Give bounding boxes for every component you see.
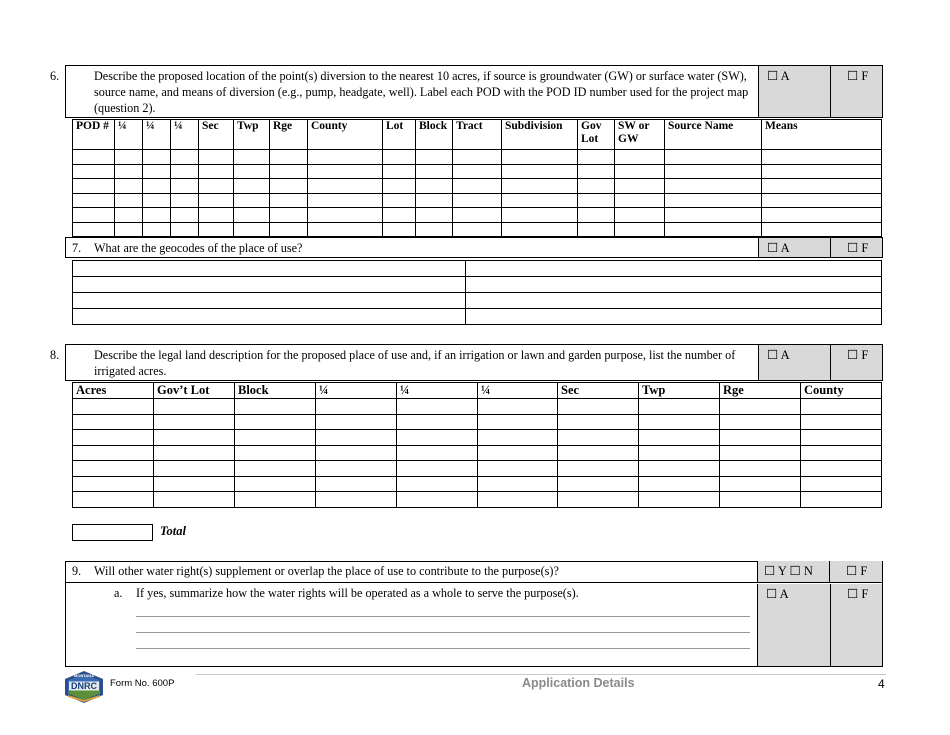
q6-cell[interactable] [270,164,308,179]
q6-cell[interactable] [416,222,453,237]
geocode-cell[interactable] [73,309,466,325]
q6-cell[interactable] [73,179,115,194]
q6-cell[interactable] [453,164,502,179]
q6-cell[interactable] [665,150,762,165]
q8-cell[interactable] [73,476,154,492]
acres-total-cell[interactable] [72,524,153,541]
q6-cell[interactable] [383,222,416,237]
q8-cell[interactable] [235,461,316,477]
q6-cell[interactable] [115,164,143,179]
q6-cell[interactable] [453,222,502,237]
q6-cell[interactable] [383,150,416,165]
q8-cell[interactable] [235,476,316,492]
q6-cell[interactable] [73,222,115,237]
q8-cell[interactable] [639,492,720,508]
q6-cell[interactable] [578,164,615,179]
q8-cell[interactable] [73,461,154,477]
q6-col-header: ¼ [115,120,143,150]
q6-cell[interactable] [416,179,453,194]
table-row [73,222,882,237]
q8-cell[interactable] [154,430,235,446]
geocode-cell[interactable] [73,277,466,293]
table-row [73,492,882,508]
q8-cell[interactable] [720,445,801,461]
q9a-letter: a. [114,586,123,600]
q8-cell[interactable] [801,430,882,446]
q8-col-header: ¼ [478,383,558,399]
q8-cell[interactable] [397,492,478,508]
q6-col-header: Means [762,120,882,150]
q6-cell[interactable] [416,164,453,179]
q6-cell[interactable] [453,179,502,194]
q8-cell[interactable] [478,414,558,430]
q6-cell[interactable] [115,222,143,237]
q8-cell[interactable] [316,445,397,461]
q6-cell[interactable] [171,222,199,237]
q8-col-header: Sec [558,383,639,399]
page-number: 4 [878,677,885,691]
q8-cell[interactable] [801,399,882,415]
table-row [73,399,882,415]
q6-cell[interactable] [171,179,199,194]
q6-question [50,66,758,117]
q6-cell[interactable] [308,164,383,179]
pod-table [72,119,882,237]
q6-cell[interactable] [665,208,762,223]
q8-cell[interactable] [397,430,478,446]
q8-cell[interactable] [73,399,154,415]
table-row [73,193,882,208]
q6-cell[interactable] [416,208,453,223]
geocode-cell[interactable] [466,309,882,325]
q8-cell[interactable] [154,476,235,492]
q6-cell[interactable] [308,222,383,237]
q6-cell[interactable] [143,208,171,223]
q6-cell[interactable] [762,222,882,237]
q8-cell[interactable] [558,476,639,492]
q6-col-header: Tract [453,120,502,150]
q8-cell[interactable] [801,461,882,477]
q6-cell[interactable] [143,222,171,237]
q7-number: 7. [72,241,82,255]
q8-cell[interactable] [235,414,316,430]
q8-col-header: Acres [73,383,154,399]
q6-cell[interactable] [615,150,665,165]
q6-cell[interactable] [270,150,308,165]
q8-cell[interactable] [397,476,478,492]
q8-cell[interactable] [478,399,558,415]
table-row [73,445,882,461]
table-row [73,164,882,179]
q6-cell[interactable] [199,193,234,208]
q6-cell[interactable] [383,179,416,194]
q8-cell[interactable] [558,445,639,461]
q8-cell[interactable] [154,399,235,415]
geocode-cell[interactable] [73,261,466,277]
q6-cell[interactable] [115,193,143,208]
q6-cell[interactable] [615,193,665,208]
q9-number: 9. [72,564,82,578]
q8-cell[interactable] [316,461,397,477]
form-number: Form No. 600P [110,678,175,689]
q6-cell[interactable] [665,164,762,179]
q8-cell[interactable] [397,399,478,415]
q6-col-header: Subdivision [502,120,578,150]
q6-cell[interactable] [615,179,665,194]
q6-cell[interactable] [270,208,308,223]
q6-cell[interactable] [270,179,308,194]
q6-cell[interactable] [502,222,578,237]
q8-cell[interactable] [801,492,882,508]
q6-cell[interactable] [143,164,171,179]
q8-cell[interactable] [316,430,397,446]
q8-cell[interactable] [478,492,558,508]
q6-cell[interactable] [143,150,171,165]
q6-cell[interactable] [762,179,882,194]
q9a-answer-line[interactable] [136,648,750,649]
q8-checkbox-f[interactable]: ☐ F [830,345,882,380]
q8-question [50,345,758,380]
q6-cell[interactable] [762,150,882,165]
q8-cell[interactable] [720,476,801,492]
q8-cell[interactable] [235,430,316,446]
q8-cell[interactable] [73,445,154,461]
q6-text: Describe the proposed location of the point(s) diversion to the nearest 10 acres, if source is groundwater (GW) or surface water (SW), source name, and means of diversion (e.g., pump, headgate, well). Label each POD with the POD ID number used for the project map (question 2). [94,69,749,115]
q6-cell[interactable] [73,150,115,165]
q8-cell[interactable] [397,414,478,430]
q7-checkbox-f[interactable]: ☐ F [830,238,882,257]
q6-cell[interactable] [270,222,308,237]
q6-col-header: ¼ [171,120,199,150]
table-row [73,150,882,165]
q6-cell[interactable] [234,179,270,194]
q7-question [66,238,758,257]
q9a-answer-line[interactable] [136,616,750,617]
dnrc-logo [64,670,104,704]
q6-cell[interactable] [171,164,199,179]
q6-cell[interactable] [383,164,416,179]
q6-cell[interactable] [615,208,665,223]
q6-col-header: Rge [270,120,308,150]
q8-cell[interactable] [478,476,558,492]
q8-cell[interactable] [235,399,316,415]
q6-cell[interactable] [115,179,143,194]
q9a-answer-line[interactable] [136,632,750,633]
q6-col-header: Twp [234,120,270,150]
geocode-cell[interactable] [466,261,882,277]
q6-cell[interactable] [762,164,882,179]
q8-cell[interactable] [720,492,801,508]
q9-checkbox-f[interactable]: ☐ F [829,561,882,582]
q8-col-header: ¼ [316,383,397,399]
q6-cell[interactable] [171,193,199,208]
q8-cell[interactable] [316,399,397,415]
q8-cell[interactable] [316,476,397,492]
table-row [73,461,882,477]
total-label: Total [160,524,186,538]
geocode-table [72,260,882,325]
q6-cell[interactable] [199,208,234,223]
q8-cell[interactable] [154,414,235,430]
geocode-cell[interactable] [466,277,882,293]
q8-col-header: Twp [639,383,720,399]
q8-cell[interactable] [639,414,720,430]
q6-cell[interactable] [234,150,270,165]
q6-cell[interactable] [665,193,762,208]
q8-cell[interactable] [235,492,316,508]
q9a-text: If yes, summarize how the water rights will be operated as a whole to serve the purpose(s). [136,586,579,600]
footer-rule [196,674,886,675]
q6-cell[interactable] [199,164,234,179]
q8-cell[interactable] [154,492,235,508]
q8-cell[interactable] [558,399,639,415]
q6-col-header: Sec [199,120,234,150]
q7-text: What are the geocodes of the place of use? [94,241,303,255]
q8-col-header: Rge [720,383,801,399]
q6-cell[interactable] [308,150,383,165]
q6-col-header: Source Name [665,120,762,150]
q8-cell[interactable] [73,430,154,446]
q8-cell[interactable] [478,445,558,461]
q7-row [65,237,883,258]
q6-row [50,65,883,118]
q8-col-header: Block [235,383,316,399]
q6-cell[interactable] [199,179,234,194]
q8-cell[interactable] [639,476,720,492]
q6-checkbox-a[interactable]: ☐ A [758,66,830,117]
land-description-table [72,382,882,508]
q6-cell[interactable] [578,179,615,194]
q6-cell[interactable] [502,208,578,223]
q6-cell[interactable] [383,193,416,208]
q8-cell[interactable] [720,430,801,446]
q6-cell[interactable] [502,164,578,179]
q6-cell[interactable] [578,208,615,223]
q6-cell[interactable] [308,193,383,208]
q8-cell[interactable] [397,445,478,461]
q6-number: 6. [50,69,60,83]
q6-cell[interactable] [115,208,143,223]
q8-cell[interactable] [558,414,639,430]
q8-cell[interactable] [720,414,801,430]
q6-cell[interactable] [73,208,115,223]
q6-cell[interactable] [762,193,882,208]
q8-cell[interactable] [316,492,397,508]
q6-cell[interactable] [615,222,665,237]
q6-col-header: SW or GW [615,120,665,150]
q6-col-header: County [308,120,383,150]
q8-cell[interactable] [478,461,558,477]
q7-checkbox-a[interactable]: ☐ A [758,238,830,257]
q8-cell[interactable] [558,492,639,508]
table-row [73,179,882,194]
q8-cell[interactable] [639,461,720,477]
q6-cell[interactable] [270,193,308,208]
q6-checkbox-f[interactable]: ☐ F [830,66,882,117]
q6-cell[interactable] [171,208,199,223]
q6-cell[interactable] [578,222,615,237]
table-row [73,208,882,223]
q6-cell[interactable] [416,150,453,165]
q6-cell[interactable] [308,179,383,194]
q6-col-header: Block [416,120,453,150]
q6-cell[interactable] [234,208,270,223]
q6-cell[interactable] [615,164,665,179]
q8-col-header: County [801,383,882,399]
q8-cell[interactable] [316,414,397,430]
q8-cell[interactable] [639,445,720,461]
q6-col-header: ¼ [143,120,171,150]
q8-cell[interactable] [154,461,235,477]
q6-cell[interactable] [199,222,234,237]
table-row [73,430,882,446]
q8-cell[interactable] [801,476,882,492]
q6-cell[interactable] [762,208,882,223]
q6-cell[interactable] [453,208,502,223]
q9-checkbox-yn[interactable]: ☐ Y ☐ N [757,561,829,582]
q8-text: Describe the legal land description for the proposed place of use and, if an irrigation or lawn and garden purpose, list the number of irrigated acres. [94,348,736,378]
geocode-cell[interactable] [466,293,882,309]
q9-question [66,561,757,582]
q6-cell[interactable] [416,193,453,208]
q9-text: Will other water right(s) supplement or overlap the place of use to contribute to the purpose(s)? [94,564,559,578]
q9a-checkbox-a[interactable]: ☐ A [757,584,830,666]
q8-cell[interactable] [235,445,316,461]
q8-checkbox-a[interactable]: ☐ A [758,345,830,380]
q6-cell[interactable] [453,150,502,165]
section-title: Application Details [522,676,635,690]
q6-col-header: Gov Lot [578,120,615,150]
logo-top-text: MONTANA [73,673,95,678]
q6-cell[interactable] [578,150,615,165]
q6-cell[interactable] [665,179,762,194]
table-row [73,476,882,492]
q6-cell[interactable] [234,222,270,237]
q6-cell[interactable] [234,193,270,208]
q8-cell[interactable] [720,399,801,415]
geocode-cell[interactable] [73,293,466,309]
q6-cell[interactable] [199,150,234,165]
q8-cell[interactable] [73,492,154,508]
logo-text: DNRC [71,681,97,691]
q6-cell[interactable] [115,150,143,165]
q8-cell[interactable] [73,414,154,430]
q8-cell[interactable] [154,445,235,461]
q8-col-header: Gov’t Lot [154,383,235,399]
q8-cell[interactable] [801,445,882,461]
q8-cell[interactable] [397,461,478,477]
table-row [73,414,882,430]
q8-cell[interactable] [558,430,639,446]
q8-number: 8. [50,348,60,362]
q6-cell[interactable] [383,208,416,223]
q8-cell[interactable] [639,399,720,415]
q8-cell[interactable] [639,430,720,446]
q6-cell[interactable] [143,179,171,194]
q8-col-header: ¼ [397,383,478,399]
q8-cell[interactable] [558,461,639,477]
q6-cell[interactable] [73,193,115,208]
q6-cell[interactable] [502,179,578,194]
q6-col-header: Lot [383,120,416,150]
q6-col-header: POD # [73,120,115,150]
q8-row [50,344,883,381]
q6-cell[interactable] [308,208,383,223]
q6-cell[interactable] [502,150,578,165]
q6-cell[interactable] [171,150,199,165]
q6-cell[interactable] [453,193,502,208]
q6-cell[interactable] [73,164,115,179]
q6-cell[interactable] [234,164,270,179]
q6-cell[interactable] [665,222,762,237]
q9-row [66,561,882,583]
q8-cell[interactable] [801,414,882,430]
q8-cell[interactable] [478,430,558,446]
q6-cell[interactable] [143,193,171,208]
q6-cell[interactable] [502,193,578,208]
q8-cell[interactable] [720,461,801,477]
q9a-checkbox-f[interactable]: ☐ F [830,584,882,666]
q6-cell[interactable] [578,193,615,208]
